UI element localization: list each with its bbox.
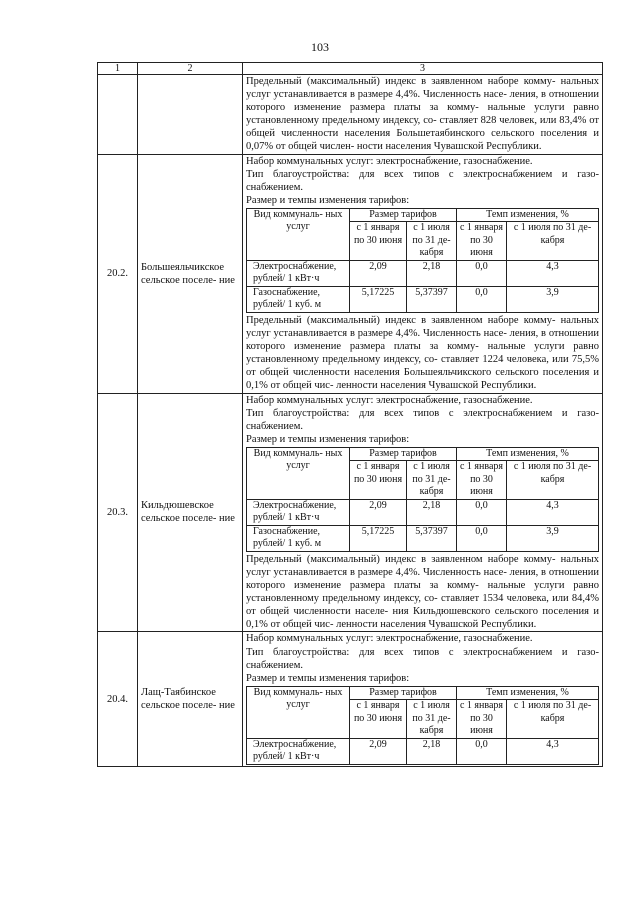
service-row: [247, 525, 599, 551]
tariff-2: 2,18: [407, 499, 457, 525]
row-text: Предельный (максимальный) индекс в заявленном наборе комму- нальных услуг устанавливается в размере 4,4%. Численность насе- ления, в отношении которого изменение размера платы за комму- нальные услуги равно установленному предельному индексу, со- ставляет 828 человек, или 83,4% от общей численности населения Большетаябинского сельского поселения и 0,07% от общей числен- ности населения Чувашской Республики.: [246, 76, 599, 153]
tariff-table: [246, 208, 599, 313]
services-set: Набор коммунальных услуг: электроснабжение, газоснабжение.: [246, 633, 533, 645]
th-period-2: с 1 июля по 31 де- кабря: [407, 461, 457, 500]
table-row: [98, 154, 603, 393]
row-name: Кильдюшевское сельское поселе- ние: [138, 393, 243, 632]
service-row: [247, 738, 599, 764]
service-name: Электроснабжение, рублей/ 1 кВт·ч: [247, 499, 350, 525]
th-rate: Темп изменения, %: [457, 447, 599, 461]
row-number: 20.2.: [98, 154, 138, 393]
th-size: Размер тарифов: [350, 208, 457, 222]
header-col-2: 2: [138, 63, 243, 75]
th-period-1: с 1 января по 30 июня: [350, 461, 407, 500]
tariff-2: 2,18: [407, 260, 457, 286]
services-set: Набор коммунальных услуг: электроснабжение, газоснабжение.: [246, 394, 533, 406]
header-row: [98, 63, 603, 75]
tariff-caption: Размер и темпы изменения тарифов:: [246, 433, 410, 445]
th-period-4: с 1 июля по 31 де- кабря: [507, 222, 599, 261]
row-number: 20.3.: [98, 393, 138, 632]
table-row: [98, 75, 603, 155]
tariff-caption: Размер и темпы изменения тарифов:: [246, 672, 410, 684]
th-period-1: с 1 января по 30 июня: [350, 700, 407, 739]
tariff-1: 2,09: [350, 499, 407, 525]
rate-1: 0,0: [457, 738, 507, 764]
table-row: [98, 393, 603, 632]
tariff-table: [246, 447, 599, 552]
row-name: Лащ-Таябинское сельское поселе- ние: [138, 632, 243, 766]
rate-1: 0,0: [457, 286, 507, 312]
tariff-2: 5,37397: [407, 286, 457, 312]
row-text: Предельный (максимальный) индекс в заявленном наборе комму- нальных услуг устанавливается в размере 4,4%. Численность насе- ления, в отношении которого изменение размера платы за комму- нальные услуги равно установленному предельному индексу, со- ставляет 1534 человека, или 84,4% от общей численности населе- ния Кильдюшевского сельского поселения и 0,1% от общей чис- ленности населения Чувашской Республики.: [246, 553, 599, 631]
th-period-3: с 1 января по 30 июня: [457, 700, 507, 739]
service-row: [247, 260, 599, 286]
improvement-type: Тип благоустройства: для всех типов с электроснабжением и газо- снабжением.: [246, 168, 599, 193]
th-rate: Темп изменения, %: [457, 208, 599, 222]
rate-2: 3,9: [507, 525, 599, 551]
row-text: Предельный (максимальный) индекс в заявленном наборе комму- нальных услуг устанавливается в размере 4,4%. Численность насе- ления, в отношении которого изменение размера платы за комму- нальные услуги равно установленному предельному индексу, со- ставляет 1224 человека, или 75,5% от общей численности населения Большеяльчикского сельского поселения и 0,1% от общей чис- ленности населения Чувашской Республики.: [246, 314, 599, 392]
th-period-2: с 1 июля по 31 де- кабря: [407, 700, 457, 739]
rate-2: 4,3: [507, 738, 599, 764]
th-rate: Темп изменения, %: [457, 686, 599, 700]
header-col-3: 3: [243, 63, 603, 75]
th-kind: Вид коммуналь- ных услуг: [247, 686, 350, 738]
row-name: Большеяльчикское сельское поселе- ние: [138, 154, 243, 393]
tariff-1: 2,09: [350, 260, 407, 286]
rate-1: 0,0: [457, 499, 507, 525]
th-period-4: с 1 июля по 31 де- кабря: [507, 700, 599, 739]
tariff-1: 2,09: [350, 738, 407, 764]
th-period-2: с 1 июля по 31 де- кабря: [407, 222, 457, 261]
row-name: [138, 75, 243, 155]
tariff-table: [246, 686, 599, 765]
service-name: Электроснабжение, рублей/ 1 кВт·ч: [247, 260, 350, 286]
tariff-1: 5,17225: [350, 286, 407, 312]
rate-2: 4,3: [507, 499, 599, 525]
th-period-4: с 1 июля по 31 де- кабря: [507, 461, 599, 500]
th-size: Размер тарифов: [350, 447, 457, 461]
th-period-3: с 1 января по 30 июня: [457, 461, 507, 500]
main-table: [97, 62, 603, 767]
th-kind: Вид коммуналь- ных услуг: [247, 447, 350, 499]
rate-1: 0,0: [457, 525, 507, 551]
th-period-1: с 1 января по 30 июня: [350, 222, 407, 261]
th-size: Размер тарифов: [350, 686, 457, 700]
tariff-1: 5,17225: [350, 525, 407, 551]
row-number: 20.4.: [98, 632, 138, 766]
service-row: [247, 499, 599, 525]
row-number: [98, 75, 138, 155]
services-set: Набор коммунальных услуг: электроснабжение, газоснабжение.: [246, 155, 533, 167]
th-kind: Вид коммуналь- ных услуг: [247, 208, 350, 260]
rate-2: 3,9: [507, 286, 599, 312]
tariff-2: 5,37397: [407, 525, 457, 551]
service-name: Газоснабжение, рублей/ 1 куб. м: [247, 286, 350, 312]
page-number: 103: [311, 40, 329, 54]
tariff-2: 2,18: [407, 738, 457, 764]
improvement-type: Тип благоустройства: для всех типов с электроснабжением и газо- снабжением.: [246, 407, 599, 432]
rate-1: 0,0: [457, 260, 507, 286]
table-row: [98, 632, 603, 766]
service-row: [247, 286, 599, 312]
tariff-caption: Размер и темпы изменения тарифов:: [246, 194, 410, 206]
improvement-type: Тип благоустройства: для всех типов с электроснабжением и газо- снабжением.: [246, 646, 599, 671]
service-name: Газоснабжение, рублей/ 1 куб. м: [247, 525, 350, 551]
th-period-3: с 1 января по 30 июня: [457, 222, 507, 261]
header-col-1: 1: [98, 63, 138, 75]
rate-2: 4,3: [507, 260, 599, 286]
service-name: Электроснабжение, рублей/ 1 кВт·ч: [247, 738, 350, 764]
